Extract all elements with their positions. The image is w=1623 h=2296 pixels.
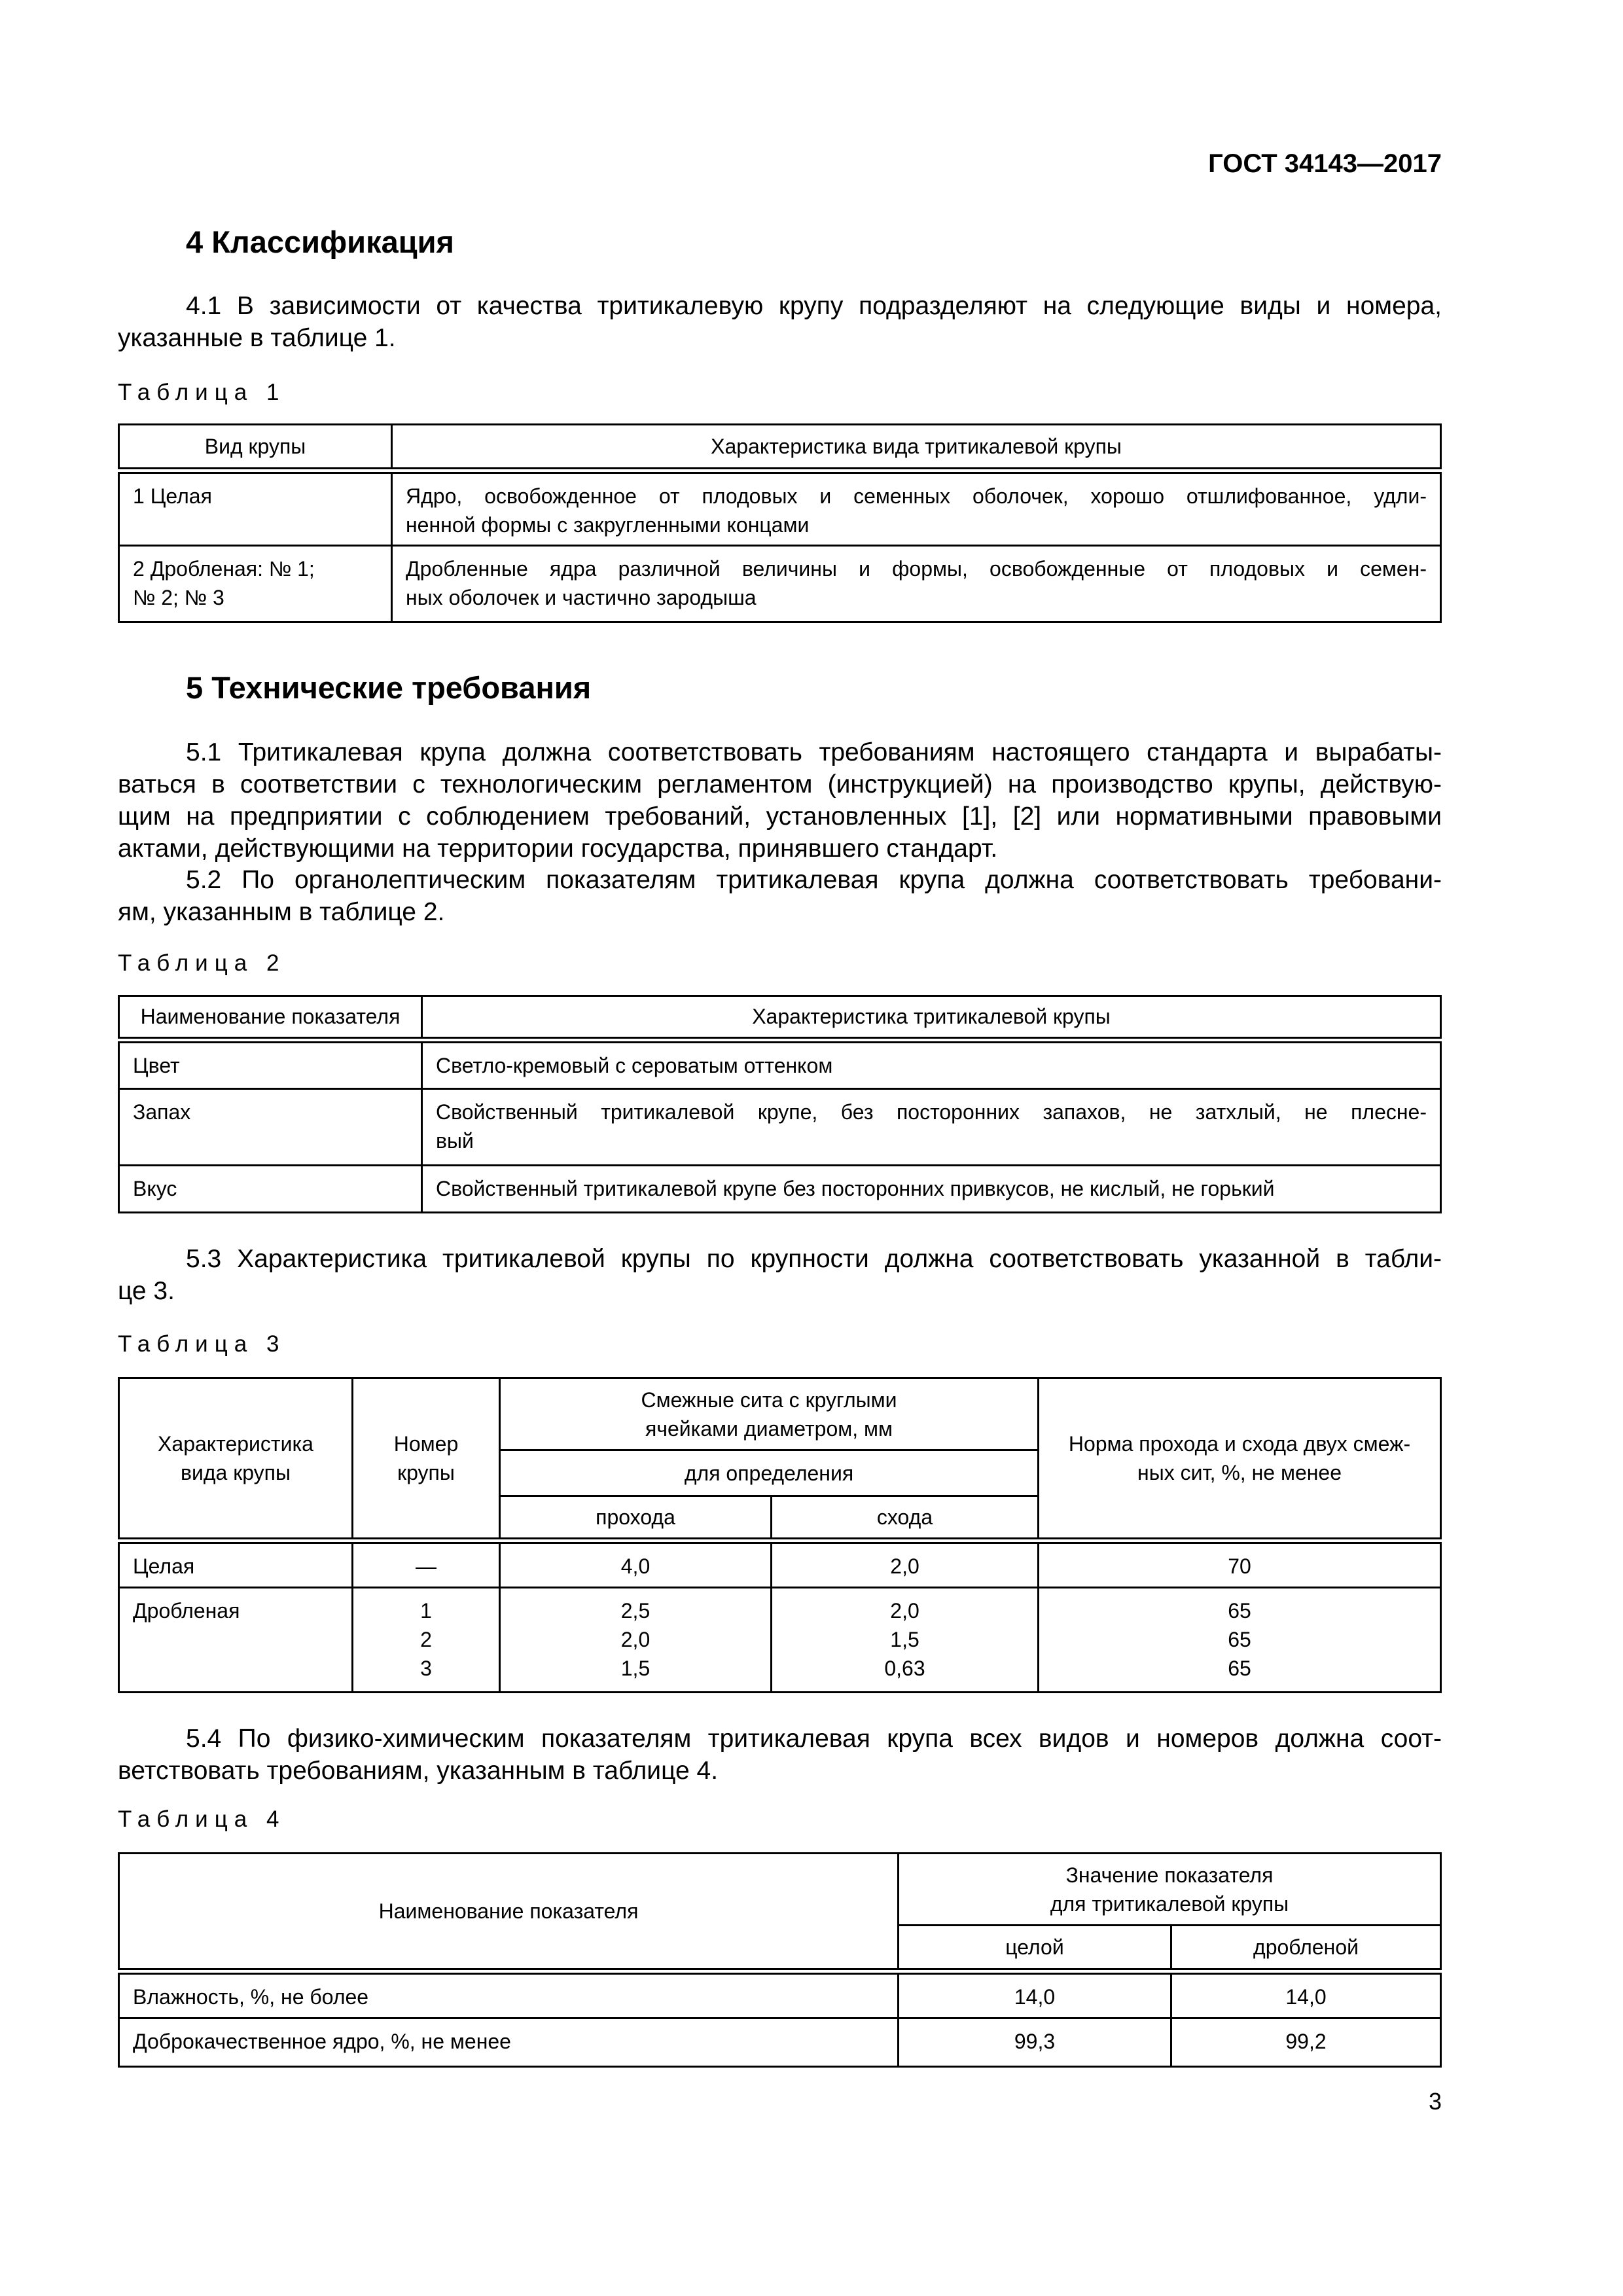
- text-line: ветствовать требованиям, указанным в таблице 4.: [118, 1757, 719, 1785]
- table-cell: 70: [1039, 1541, 1441, 1588]
- table-cell: 2,5: [620, 1599, 651, 1623]
- table-cell: 0,63: [884, 1657, 925, 1680]
- text-line: це 3.: [118, 1277, 175, 1305]
- table-header: дробленой: [1171, 1926, 1441, 1971]
- table-cell: 65: [1228, 1657, 1251, 1680]
- table-cell: 1,5: [620, 1657, 651, 1680]
- table-header: Норма прохода и схода двух смеж-: [1068, 1431, 1411, 1456]
- table-row: [119, 1040, 1441, 1089]
- text-line: ям, указанным в таблице 2.: [118, 898, 445, 926]
- table-header: ячейками диаметром, мм: [645, 1416, 893, 1441]
- table-header: Характеристика: [158, 1431, 313, 1456]
- table-4-caption: Таблица 4: [118, 1806, 286, 1832]
- table-cell: Запах: [119, 1089, 422, 1166]
- table-cell: Дробленая: [119, 1588, 353, 1693]
- table-cell: 65: [1228, 1628, 1251, 1651]
- paragraph-5-1: [118, 736, 1442, 865]
- text-line: 4.1 В зависимости от качества тритикалевую крупу подразделяют на следующие виды и номера,: [186, 292, 1442, 320]
- table-header: Номер: [393, 1431, 459, 1456]
- table-cell: 1 Целая: [133, 484, 212, 508]
- table-row: [119, 1166, 1441, 1213]
- text-line: 5.1 Тритикалевая крупа должна соответствовать требованиям настоящего стандарта и вырабаты-: [186, 738, 1442, 766]
- table-cell: 65: [1228, 1599, 1251, 1623]
- table-header: Значение показателя: [1065, 1863, 1274, 1887]
- table-cell: 14,0: [1171, 1971, 1441, 2018]
- table-cell: Дробленные ядра различной величины и формы, освобожденные от плодовых и семен-: [406, 557, 1427, 581]
- table-cell: 2,0: [620, 1628, 651, 1651]
- table-row: [119, 1588, 1441, 1693]
- table-cell: Вкус: [119, 1166, 422, 1213]
- table-cell: 2,0: [890, 1599, 919, 1623]
- table-cell: Ядро, освобожденное от плодовых и семенных оболочек, хорошо отшлифованное, удли-: [406, 484, 1427, 508]
- table-row: [119, 1971, 1441, 2018]
- table-cell: 14,0: [899, 1971, 1171, 2018]
- paragraph-5-2: [118, 864, 1442, 928]
- section-5-heading: 5 Технические требования: [186, 670, 592, 705]
- table-1-caption: Таблица 1: [118, 380, 286, 405]
- table-cell: 2: [420, 1628, 432, 1651]
- table-row: [119, 546, 1441, 622]
- table-header: для тритикалевой крупы: [1050, 1892, 1289, 1916]
- text-line: ваться в соответствии с технологическим регламентом (инструкцией) на производство крупы, действую-: [118, 770, 1442, 798]
- text-line: указанные в таблице 1.: [118, 324, 396, 352]
- table-cell: 1: [420, 1599, 432, 1623]
- table-3-caption: Таблица 3: [118, 1331, 286, 1357]
- table-cell: 99,3: [899, 2018, 1171, 2067]
- paragraph-5-4: [118, 1723, 1442, 1787]
- table-header: для определения: [500, 1450, 1039, 1496]
- table-2-caption: Таблица 2: [118, 950, 286, 976]
- table-3: [118, 1377, 1442, 1693]
- table-header: целой: [899, 1926, 1171, 1971]
- table-cell: Цвет: [119, 1040, 422, 1089]
- table-cell: Свойственный тритикалевой крупе без посторонних привкусов, не кислый, не горький: [436, 1177, 1275, 1200]
- table-cell: 2 Дробленая: № 1;: [133, 557, 315, 581]
- table-header: Характеристика тритикалевой крупы: [422, 996, 1441, 1040]
- table-cell: вый: [436, 1129, 474, 1153]
- table-cell: ных оболочек и частично зародыша: [406, 586, 757, 609]
- table-header: Характеристика вида тритикалевой крупы: [392, 425, 1441, 471]
- table-cell: 1,5: [890, 1628, 919, 1651]
- section-4-heading: 4 Классификация: [186, 224, 454, 259]
- table-cell: 4,0: [500, 1541, 772, 1588]
- text-line: 5.3 Характеристика тритикалевой крупы по крупности должна соответствовать указанной в табли-: [186, 1245, 1442, 1273]
- paragraph-4-1: [118, 290, 1442, 354]
- text-line: актами, действующими на территории государства, принявшего стандарт.: [118, 834, 998, 863]
- table-row: [119, 2018, 1441, 2067]
- table-header: ных сит, %, не менее: [1137, 1460, 1342, 1484]
- table-cell: Светло-кремовый с сероватым оттенком: [436, 1053, 833, 1077]
- table-cell: Влажность, %, не более: [119, 1971, 899, 2018]
- table-cell: 99,2: [1171, 2018, 1441, 2067]
- table-cell: 2,0: [772, 1541, 1039, 1588]
- table-header: крупы: [397, 1460, 455, 1484]
- table-header: Наименование показателя: [119, 1854, 899, 1971]
- table-cell: № 2; № 3: [133, 586, 224, 609]
- table-row: [119, 471, 1441, 546]
- table-cell: —: [353, 1541, 500, 1588]
- table-cell: Целая: [119, 1541, 353, 1588]
- table-2: [118, 995, 1442, 1213]
- page-number: 3: [1428, 2088, 1442, 2115]
- table-4: [118, 1852, 1442, 2068]
- table-header: схода: [772, 1496, 1039, 1541]
- table-header: прохода: [500, 1496, 772, 1541]
- text-line: 5.2 По органолептическим показателям тритикалевая крупа должна соответствовать требовани-: [186, 866, 1442, 894]
- table-cell: Доброкачественное ядро, %, не менее: [119, 2018, 899, 2067]
- document-id-header: ГОСТ 34143—2017: [1208, 149, 1442, 178]
- table-header: Вид крупы: [119, 425, 392, 471]
- text-line: щим на предприятии с соблюдением требований, установленных [1], [2] или нормативными правовыми: [118, 802, 1442, 831]
- table-cell: Свойственный тритикалевой крупе, без посторонних запахов, не затхлый, не плесне-: [436, 1100, 1427, 1124]
- table-header: Смежные сита с круглыми: [641, 1388, 897, 1412]
- text-line: 5.4 По физико-химическим показателям тритикалевая крупа всех видов и номеров должна соот-: [186, 1725, 1442, 1753]
- table-row: [119, 1541, 1441, 1588]
- table-row: [119, 1089, 1441, 1166]
- table-cell: ненной формы с закругленными концами: [406, 512, 810, 537]
- paragraph-5-3: [118, 1243, 1442, 1307]
- table-header: Наименование показателя: [119, 996, 422, 1040]
- table-1: [118, 423, 1442, 623]
- table-cell: 3: [420, 1657, 432, 1680]
- table-header: вида крупы: [181, 1460, 291, 1484]
